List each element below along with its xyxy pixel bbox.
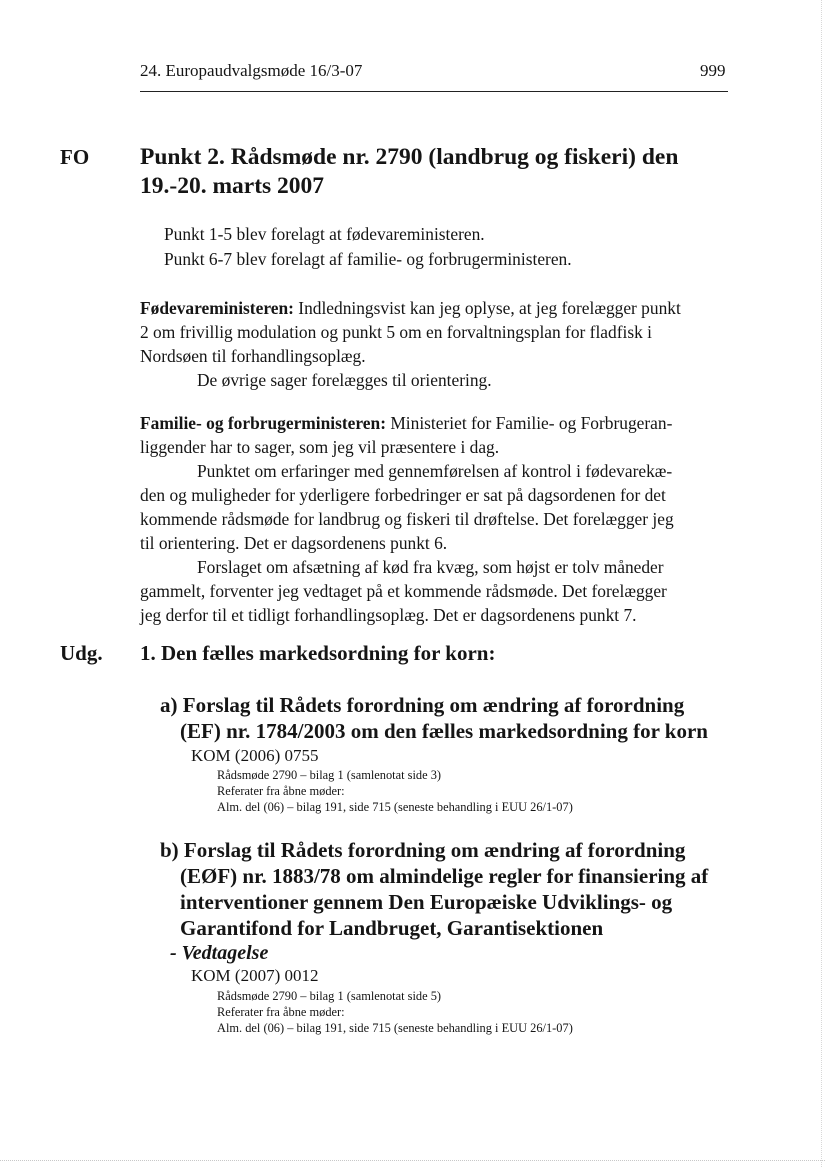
paragraph-text: Ministeriet for Familie- og Forbrugeran-	[390, 413, 673, 433]
section-heading-line2: 19.-20. marts 2007	[140, 173, 325, 199]
item-b-title-line4: Garantifond for Landbruget, Garantisektionen	[180, 916, 604, 940]
paragraph-line: jeg derfor til et tidligt forhandlingsoplæg. Det er dagsordenens punkt 7.	[140, 605, 637, 625]
scan-edge-bottom	[0, 1160, 825, 1161]
decision-line	[170, 942, 268, 965]
margin-tag-fo: FO	[60, 145, 90, 169]
paragraph-line: De øvrige sager forelægges til orientering.	[197, 370, 492, 390]
paragraph-line: gammelt, forventer jeg vedtaget på et kommende rådsmøde. Det forelægger	[140, 581, 667, 601]
page-number: 999	[700, 61, 726, 80]
document-reference: Rådsmøde 2790 – bilag 1 (samlenotat side 5)	[217, 989, 442, 1003]
paragraph-text: Indledningsvist kan jeg oplyse, at jeg forelægger punkt	[298, 298, 681, 318]
section-heading-line1: Punkt 2. Rådsmøde nr. 2790 (landbrug og fiskeri) den	[140, 144, 679, 170]
document-reference: Alm. del (06) – bilag 191, side 715 (seneste behandling i EUU 26/1-07)	[217, 1021, 573, 1035]
speaker-label: Fødevareministeren:	[140, 298, 294, 318]
document-reference: Referater fra åbne møder:	[217, 784, 345, 798]
kom-reference: KOM (2006) 0755	[191, 746, 319, 765]
scan-edge-right	[821, 0, 822, 1167]
decision-dash: -	[170, 942, 182, 964]
item-a-title-line1: a) Forslag til Rådets forordning om ændring af forordning	[160, 693, 685, 717]
paragraph-line: Punktet om erfaringer med gennemførelsen af kontrol i fødevarekæ-	[197, 461, 673, 481]
section-title: 1. Den fælles markedsordning for korn:	[140, 641, 496, 665]
item-a-title-line2: (EF) nr. 1784/2003 om den fælles markedsordning for korn	[180, 719, 708, 743]
paragraph-line: den og muligheder for yderligere forbedringer er sat på dagsordenen for det	[140, 485, 666, 505]
paragraph-line	[140, 413, 672, 434]
header-rule	[140, 91, 728, 92]
paragraph-line: kommende rådsmøde for landbrug og fiskeri til drøftelse. Det forelægger jeg	[140, 509, 674, 529]
paragraph-line: liggender har to sager, som jeg vil præsentere i dag.	[140, 437, 500, 457]
running-header-title: 24. Europaudvalgsmøde 16/3-07	[140, 61, 363, 80]
document-reference: Alm. del (06) – bilag 191, side 715 (seneste behandling i EUU 26/1-07)	[217, 800, 573, 814]
decision-label: Vedtagelse	[181, 942, 269, 964]
item-b-title-line1: b) Forslag til Rådets forordning om ændring af forordning	[160, 838, 686, 862]
intro-line: Punkt 6-7 blev forelagt af familie- og forbrugerministeren.	[164, 249, 572, 269]
paragraph-line: 2 om frivillig modulation og punkt 5 om en forvaltningsplan for fladfisk i	[140, 322, 652, 342]
intro-line: Punkt 1-5 blev forelagt at fødevareministeren.	[164, 224, 485, 244]
paragraph-line: Forslaget om afsætning af kød fra kvæg, som højst er tolv måneder	[197, 557, 664, 577]
paragraph-line: til orientering. Det er dagsordenens punkt 6.	[140, 533, 448, 553]
speaker-label: Familie- og forbrugerministeren:	[140, 413, 386, 433]
paragraph-line	[140, 298, 681, 319]
kom-reference: KOM (2007) 0012	[191, 966, 319, 985]
item-b-title-line3: interventioner gennem Den Europæiske Udviklings- og	[180, 890, 673, 914]
document-reference: Referater fra åbne møder:	[217, 1005, 345, 1019]
margin-tag-udg: Udg.	[60, 641, 103, 665]
item-b-title-line2: (EØF) nr. 1883/78 om almindelige regler for finansiering af	[180, 864, 709, 888]
document-reference: Rådsmøde 2790 – bilag 1 (samlenotat side 3)	[217, 768, 442, 782]
paragraph-line: Nordsøen til forhandlingsoplæg.	[140, 346, 366, 366]
